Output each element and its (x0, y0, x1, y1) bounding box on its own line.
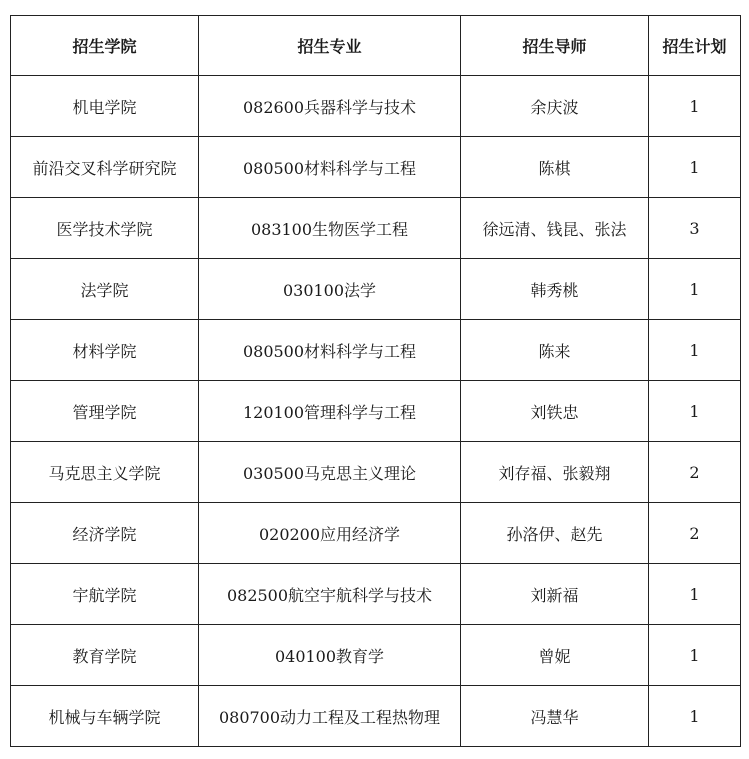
cell-major: 120100管理科学与工程 (199, 381, 461, 442)
cell-major: 030100法学 (199, 259, 461, 320)
table-header-row (11, 16, 741, 76)
cell-advisor: 刘新福 (461, 564, 649, 625)
cell-college: 机械与车辆学院 (11, 686, 199, 747)
table-row (11, 76, 741, 137)
table-row (11, 137, 741, 198)
cell-quota: 1 (649, 625, 741, 686)
cell-quota: 3 (649, 198, 741, 259)
cell-quota: 1 (649, 320, 741, 381)
cell-quota: 2 (649, 442, 741, 503)
cell-college: 马克思主义学院 (11, 442, 199, 503)
table-row (11, 259, 741, 320)
cell-major: 080500材料科学与工程 (199, 137, 461, 198)
cell-quota: 1 (649, 137, 741, 198)
table-row (11, 503, 741, 564)
cell-college: 机电学院 (11, 76, 199, 137)
cell-college: 宇航学院 (11, 564, 199, 625)
header-major: 招生专业 (199, 16, 461, 76)
cell-college: 经济学院 (11, 503, 199, 564)
cell-quota: 1 (649, 686, 741, 747)
cell-major: 080700动力工程及工程热物理 (199, 686, 461, 747)
cell-college: 管理学院 (11, 381, 199, 442)
cell-advisor: 刘存福、张毅翔 (461, 442, 649, 503)
cell-quota: 1 (649, 76, 741, 137)
table-row (11, 381, 741, 442)
table-row (11, 320, 741, 381)
cell-quota: 1 (649, 564, 741, 625)
cell-major: 082600兵器科学与技术 (199, 76, 461, 137)
table-row (11, 686, 741, 747)
cell-college: 教育学院 (11, 625, 199, 686)
cell-advisor: 韩秀桃 (461, 259, 649, 320)
cell-advisor: 孙洛伊、赵先 (461, 503, 649, 564)
cell-major: 020200应用经济学 (199, 503, 461, 564)
header-advisor: 招生导师 (461, 16, 649, 76)
cell-college: 材料学院 (11, 320, 199, 381)
cell-major: 030500马克思主义理论 (199, 442, 461, 503)
cell-quota: 1 (649, 381, 741, 442)
cell-quota: 2 (649, 503, 741, 564)
header-quota: 招生计划 (649, 16, 741, 76)
table-row (11, 442, 741, 503)
cell-advisor: 曾妮 (461, 625, 649, 686)
cell-major: 080500材料科学与工程 (199, 320, 461, 381)
cell-major: 040100教育学 (199, 625, 461, 686)
cell-advisor: 余庆波 (461, 76, 649, 137)
cell-advisor: 徐远清、钱昆、张法 (461, 198, 649, 259)
enrollment-table (10, 15, 741, 747)
cell-advisor: 陈棋 (461, 137, 649, 198)
cell-college: 法学院 (11, 259, 199, 320)
table-row (11, 625, 741, 686)
cell-advisor: 陈来 (461, 320, 649, 381)
cell-advisor: 冯慧华 (461, 686, 649, 747)
cell-college: 前沿交叉科学研究院 (11, 137, 199, 198)
cell-quota: 1 (649, 259, 741, 320)
cell-major: 082500航空宇航科学与技术 (199, 564, 461, 625)
table-row (11, 198, 741, 259)
cell-college: 医学技术学院 (11, 198, 199, 259)
header-college: 招生学院 (11, 16, 199, 76)
table-row (11, 564, 741, 625)
cell-advisor: 刘铁忠 (461, 381, 649, 442)
cell-major: 083100生物医学工程 (199, 198, 461, 259)
